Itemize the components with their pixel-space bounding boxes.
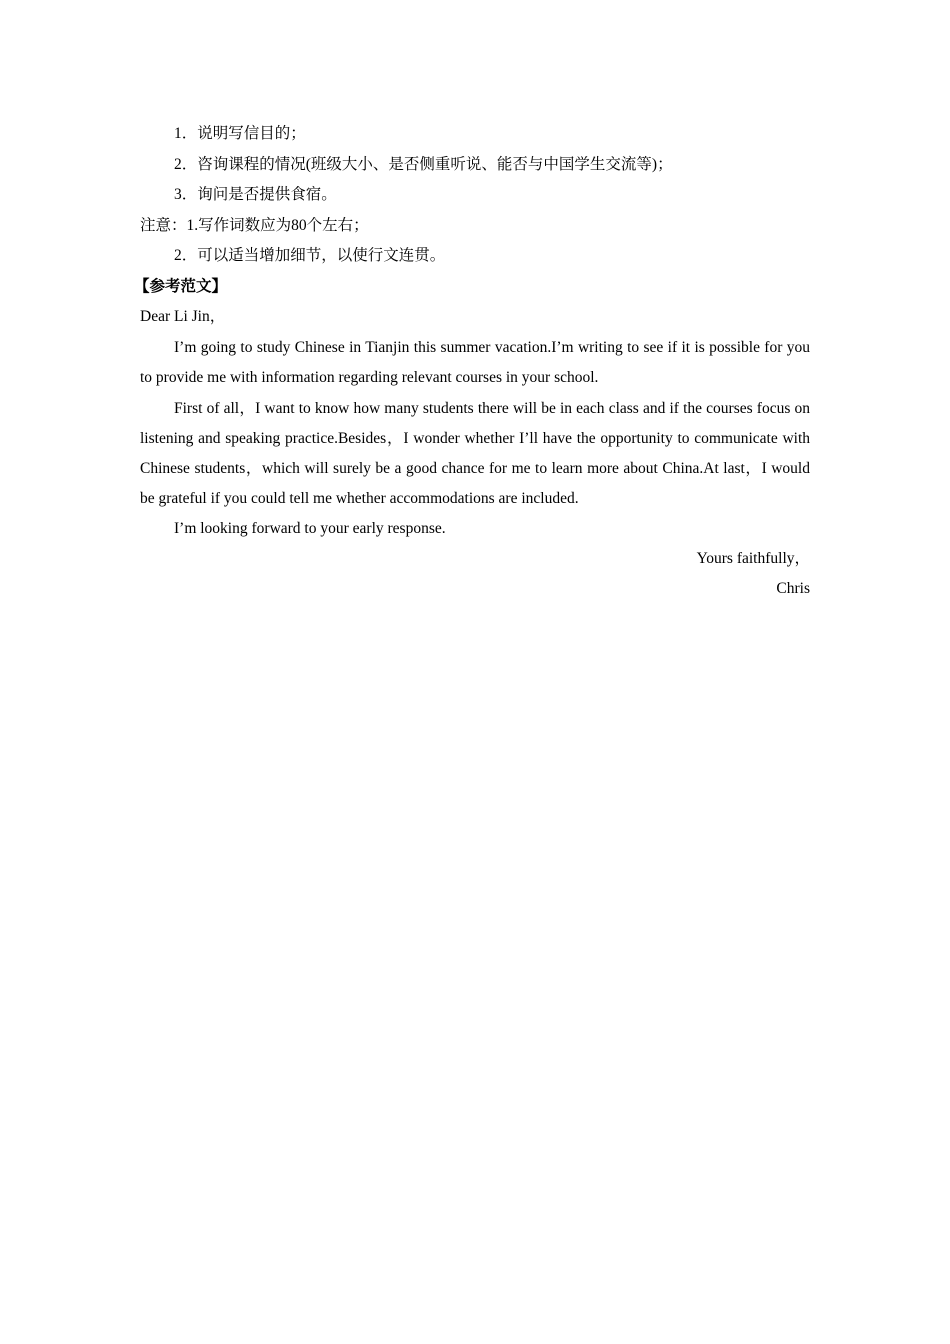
letter-salutation: Dear Li Jin， [140, 308, 226, 325]
letter-paragraph-3: I’m looking forward to your early response. [174, 519, 446, 537]
letter-closing: Yours faithfully， [696, 549, 810, 567]
letter-paragraph-1: I’m going to study Chinese in Tianjin this summer vacation.I’m writing to see if it is possible for you to provide me with information regarding relevant courses in your school. [140, 338, 810, 386]
reference-heading: 【参考范文】 [134, 277, 228, 295]
note-line-2: 2．可以适当增加细节，以使行文连贯。 [174, 247, 446, 264]
note-line-1: 注意：1.写作词数应为80个左右； [140, 216, 369, 234]
letter-signature: Chris [776, 579, 810, 597]
document-page [134, 119, 810, 604]
letter-paragraph-2: First of all，I want to know how many students there will be in each class and if the courses focus on listening and speaking practice.Besides，I wonder whether I’ll have the opportunity to communicate with Chinese students，which will surely be a good chance for me to learn more about China.At last，I would be grateful if you could tell me whether accommodations are included. [140, 399, 810, 507]
requirement-1: 1．说明写信目的； [174, 125, 306, 142]
requirement-2: 2．咨询课程的情况(班级大小、是否侧重听说、能否与中国学生交流等)； [174, 155, 673, 173]
requirement-3: 3．询问是否提供食宿。 [174, 186, 337, 203]
